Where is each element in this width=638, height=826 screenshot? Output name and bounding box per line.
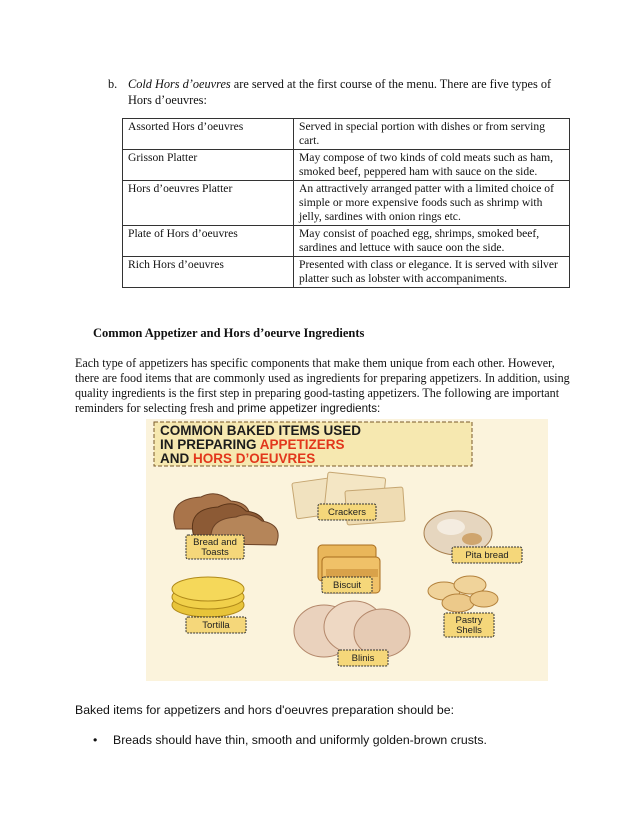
baked-items-infographic xyxy=(146,419,548,681)
intro-paragraph xyxy=(75,356,570,416)
svg-text:Pastry: Pastry xyxy=(455,615,483,626)
title-line-1: COMMON BAKED ITEMS USED xyxy=(160,423,362,438)
table-cell-type: Grisson Platter xyxy=(123,150,294,181)
table-cell-description: An attractively arranged patter with a limited choice of simple or more expensive foods such as shrimp with jelly, sardines with onion rings etc. xyxy=(294,181,570,226)
svg-text:Tortilla: Tortilla xyxy=(202,620,230,631)
title-line-3: AND HORS D’OEUVRES xyxy=(160,451,316,466)
svg-text:Biscuit: Biscuit xyxy=(333,580,361,591)
section-heading: Common Appetizer and Hors d’oeurve Ingredients xyxy=(93,326,365,340)
table-cell-description: Presented with class or elegance. It is served with silver platter such as lobster with accompaniments. xyxy=(294,257,570,288)
title-line-2: IN PREPARING APPETIZERS xyxy=(160,437,345,452)
label-biscuit xyxy=(322,577,372,593)
table-cell-type: Rich Hors d’oeuvres xyxy=(123,257,294,288)
table-cell-type: Plate of Hors d’oeuvres xyxy=(123,226,294,257)
item-b-text-line2: Hors d’oeuvres: xyxy=(128,93,207,107)
table-cell-type: Assorted Hors d’oeuvres xyxy=(123,119,294,150)
paragraph-text-end: prime appetizer ingredients: xyxy=(237,402,381,415)
svg-text:Blinis: Blinis xyxy=(351,653,375,664)
list-item xyxy=(93,733,487,747)
label-blinis xyxy=(338,650,388,666)
label-pita-bread xyxy=(452,547,522,563)
table-cell-description: May consist of poached egg, shrimps, smoked beef, sardines and lettuce with sauce oon the side. xyxy=(294,226,570,257)
table-row xyxy=(123,181,570,226)
table-row xyxy=(123,257,570,288)
label-crackers xyxy=(318,504,376,520)
table-row xyxy=(123,150,570,181)
svg-text:Shells: Shells xyxy=(456,625,482,636)
bullet-icon: • xyxy=(93,733,98,747)
label-bread-toasts xyxy=(186,535,244,559)
label-tortilla xyxy=(186,617,246,633)
table-cell-description: Served in special portion with dishes or from serving cart. xyxy=(294,119,570,150)
table-cell-type: Hors d’oeuvres Platter xyxy=(123,181,294,226)
table-cell-description: May compose of two kinds of cold meats such as ham, smoked beef, peppered ham with sauce on the side. xyxy=(294,150,570,181)
bullet-text: Breads should have thin, smooth and uniformly golden-brown crusts. xyxy=(113,733,487,747)
table-row xyxy=(123,226,570,257)
baked-items-intro: Baked items for appetizers and hors d'oeuvres preparation should be: xyxy=(75,703,454,717)
cold-hors-doeuvres-term: Cold Hors d’oeuvres xyxy=(128,77,231,91)
tortilla-illustration xyxy=(172,577,244,617)
list-item-b xyxy=(108,76,578,108)
svg-text:Toasts: Toasts xyxy=(201,547,229,558)
item-b-text: are served at the first course of the menu. There are five types of xyxy=(230,77,552,91)
svg-text:Bread and: Bread and xyxy=(193,537,237,548)
table-row xyxy=(123,119,570,150)
paragraph-text: Each type of appetizers has specific components that make them unique from each other. However, there are food items that are commonly used as ingredients for preparing appetizers. In addition, using quality ingredients is the first step in preparing good-tasting appetizers. The following are important reminders for selecting fresh and xyxy=(75,356,570,415)
hors-doeuvres-table xyxy=(122,118,570,288)
list-marker: b. xyxy=(108,77,118,91)
label-pastry-shells xyxy=(444,613,494,637)
svg-text:Pita bread: Pita bread xyxy=(465,550,509,561)
svg-text:Crackers: Crackers xyxy=(327,507,367,518)
